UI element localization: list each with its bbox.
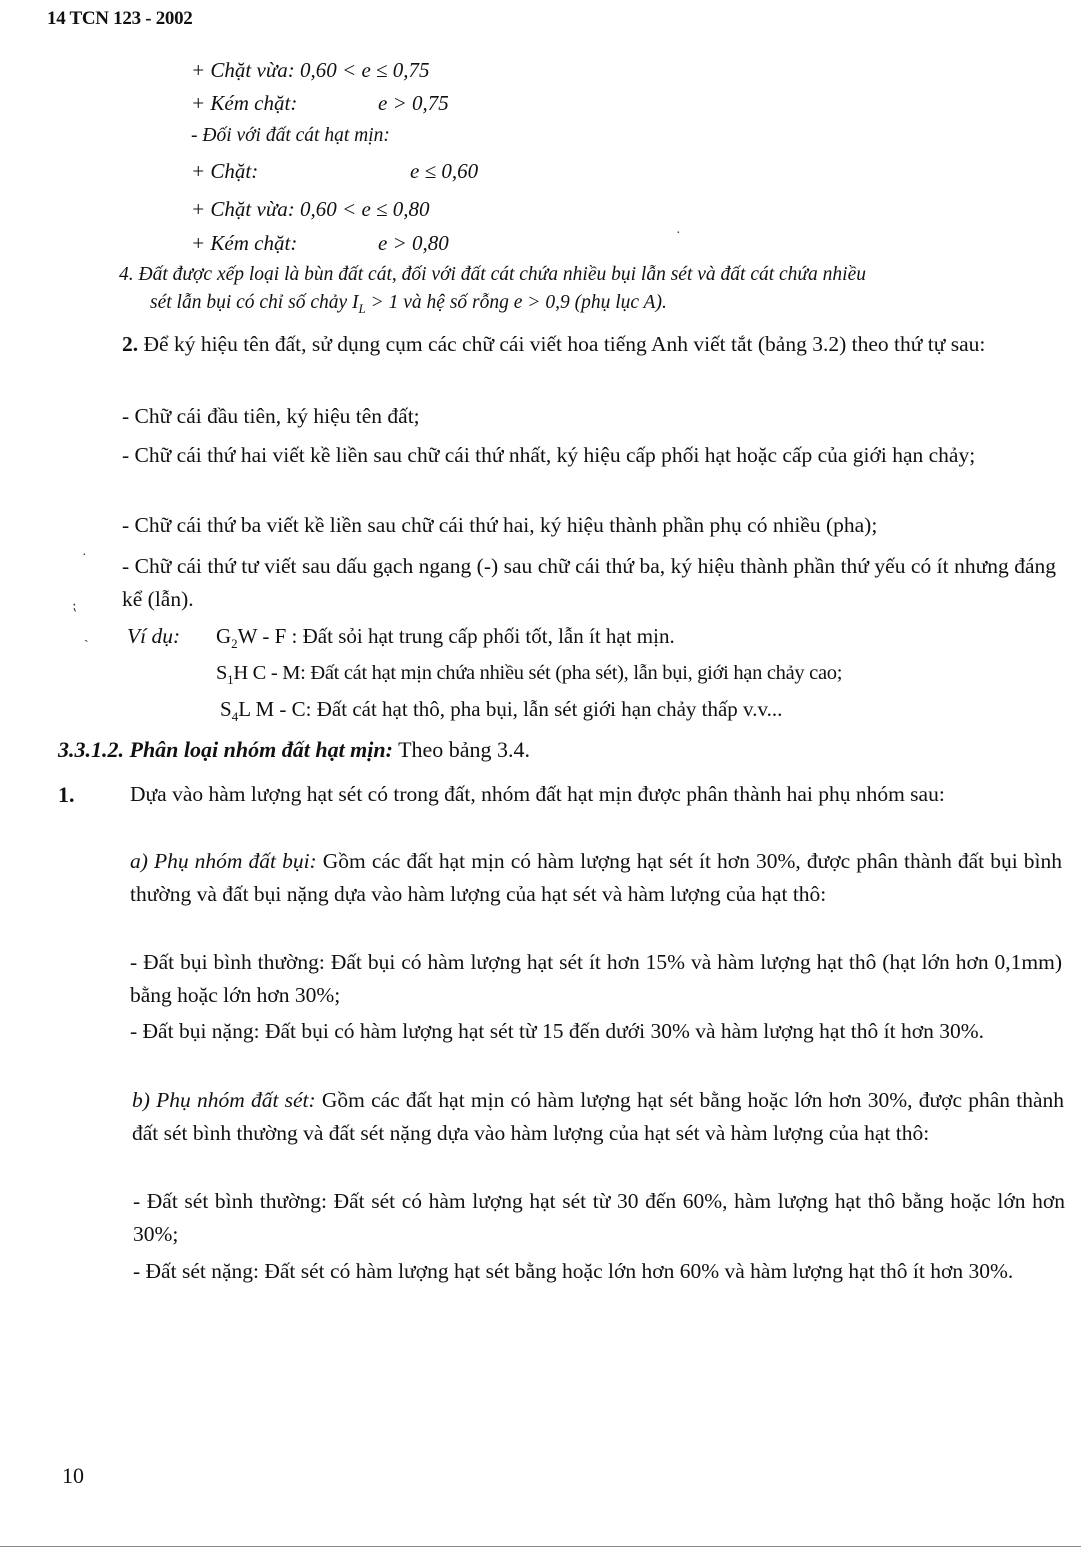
sand-line-4-label: + Chặt:	[191, 159, 259, 183]
note-4-text-2b: > 1 và hệ số rỗng e > 0,9 (phụ lục A).	[365, 292, 667, 313]
sand-line-4-value: e ≤ 0,60	[410, 159, 479, 183]
subgroup-b-item-2-text: - Đất sét nặng: Đất sét có hàm lượng hạt sét bằng hoặc lớn hơn 60% và hàm lượng hạt thô ít hơn 30%.	[133, 1259, 1014, 1283]
example-2-symbol: S	[216, 662, 228, 684]
subgroup-b-item-1	[133, 1185, 1065, 1250]
subgroup-a-text: Gồm các đất hạt mịn có hàm lượng hạt sét ít hơn 30%, được phân thành đất bụi bình thường và đất bụi nặng dựa vào hàm lượng của hạt sét và hàm lượng của hạt thô:	[130, 849, 1062, 906]
page-header: 14 TCN 123 - 2002	[47, 8, 193, 29]
sand-line-3-text: - Đối với đất cát hạt mịn:	[191, 125, 390, 146]
page-number: 10	[62, 1463, 84, 1488]
section-heading	[58, 738, 530, 762]
item-2-text: Để ký hiệu tên đất, sử dụng cụm các chữ cái viết hoa tiếng Anh viết tắt (bảng 3.2) theo thứ tự sau:	[138, 332, 986, 356]
scan-speck: ·	[82, 548, 87, 563]
note-4-subscript: L	[358, 300, 366, 316]
subgroup-b-item-2	[133, 1255, 1065, 1288]
example-2	[216, 661, 842, 692]
bottom-edge-line	[0, 1546, 1081, 1547]
note-4-text-2a: sét lẫn bụi có chỉ số chảy I	[150, 292, 359, 313]
bullet-2	[122, 439, 1054, 472]
subgroup-a-paragraph	[130, 845, 1062, 910]
subgroup-b-paragraph	[132, 1084, 1064, 1149]
sand-line-5	[191, 197, 430, 221]
subgroup-b-label: b) Phụ nhóm đất sét:	[132, 1088, 316, 1112]
example-1-text: W - F : Đất sỏi hạt trung cấp phối tốt, lẫn ít hạt mịn.	[237, 624, 675, 648]
note-4-line-1	[119, 263, 866, 287]
example-3-subscript: 4	[231, 709, 239, 725]
bullet-2-text: - Chữ cái thứ hai viết kề liền sau chữ cái thứ nhất, ký hiệu cấp phối hạt hoặc cấp của giới hạn chảy;	[122, 443, 976, 467]
scan-speck: ˎ	[84, 628, 89, 643]
sand-line-6	[191, 231, 449, 255]
example-3-symbol: S	[220, 697, 232, 721]
sand-line-3	[191, 124, 390, 148]
subgroup-b-item-1-text: - Đất sét bình thường: Đất sét có hàm lượng hạt sét từ 30 đến 60%, hàm lượng hạt thô bằng hoặc lớn hơn 30%;	[133, 1189, 1065, 1246]
bullet-3-text: - Chữ cái thứ ba viết kề liền sau chữ cái thứ hai, ký hiệu thành phần phụ có nhiều (pha);	[122, 513, 878, 537]
sand-line-6-label: + Kém chặt:	[191, 231, 298, 255]
scan-speck: ⁏	[72, 599, 77, 614]
example-1-symbol: G	[216, 624, 232, 648]
subgroup-b-text: Gồm các đất hạt mịn có hàm lượng hạt sét bằng hoặc lớn hơn 30%, được phân thành đất sét bình thường và đất sét nặng dựa vào hàm lượng của hạt sét và hàm lượng của hạt thô:	[132, 1088, 1064, 1145]
item-1-paragraph	[130, 778, 1060, 811]
note-4-text-1: 4. Đất được xếp loại là bùn đất cát, đối với đất cát chứa nhiều bụi lẫn sét và đất cát chứa nhiều	[119, 264, 867, 285]
sand-line-4	[191, 159, 479, 183]
bullet-1	[122, 400, 1052, 433]
scan-speck: ·	[676, 226, 681, 241]
item-2-paragraph	[122, 328, 1052, 361]
subgroup-a-item-1-text: - Đất bụi bình thường: Đất bụi có hàm lượng hạt sét ít hơn 15% và hàm lượng hạt thô (hạt lớn hơn 0,1mm) bằng hoặc lớn hơn 30%;	[130, 950, 1062, 1007]
item-1-text: Dựa vào hàm lượng hạt sét có trong đất, nhóm đất hạt mịn được phân thành hai phụ nhóm sau:	[130, 782, 945, 806]
example-2-subscript: 1	[227, 672, 234, 688]
sand-line-5-text: + Chặt vừa: 0,60 < e ≤ 0,80	[191, 197, 430, 221]
sand-line-2-value: e > 0,75	[378, 91, 449, 115]
sand-line-1-text: + Chặt vừa: 0,60 < e ≤ 0,75	[191, 58, 430, 82]
sand-line-2-label: + Kém chặt:	[191, 91, 298, 115]
sand-line-2	[191, 91, 449, 115]
examples-label: Ví dụ:	[127, 624, 181, 648]
item-2-number: 2.	[122, 332, 139, 356]
bullet-4	[122, 550, 1056, 615]
subgroup-a-item-1	[130, 946, 1062, 1011]
subgroup-a-item-2	[130, 1015, 1064, 1048]
subgroup-a-item-2-text: - Đất bụi nặng: Đất bụi có hàm lượng hạt sét từ 15 đến dưới 30% và hàm lượng hạt thô ít hơn 30%.	[130, 1019, 985, 1043]
example-1	[216, 624, 675, 656]
sand-line-6-value: e > 0,80	[378, 231, 449, 255]
bullet-3	[122, 509, 1054, 542]
section-title: 3.3.1.2. Phân loại nhóm đất hạt mịn:	[58, 737, 393, 762]
subgroup-a-label: a) Phụ nhóm đất bụi:	[130, 849, 317, 873]
sand-line-1	[191, 58, 430, 82]
item-1-number: 1.	[58, 782, 75, 807]
example-2-text: H C - M: Đất cát hạt mịn chứa nhiều sét (pha sét), lẫn bụi, giới hạn chảy cao;	[233, 662, 843, 684]
section-rest: Theo bảng 3.4.	[392, 737, 531, 762]
example-3	[220, 697, 782, 729]
example-1-subscript: 2	[231, 636, 238, 652]
note-4-line-2	[150, 291, 667, 321]
bullet-4-text: - Chữ cái thứ tư viết sau dấu gạch ngang (-) sau chữ cái thứ ba, ký hiệu thành phần thứ yếu có ít nhưng đáng kể (lẫn).	[122, 554, 1056, 611]
bullet-1-text: - Chữ cái đầu tiên, ký hiệu tên đất;	[122, 404, 420, 428]
example-3-text: L M - C: Đất cát hạt thô, pha bụi, lẫn sét giới hạn chảy thấp v.v...	[238, 697, 783, 721]
